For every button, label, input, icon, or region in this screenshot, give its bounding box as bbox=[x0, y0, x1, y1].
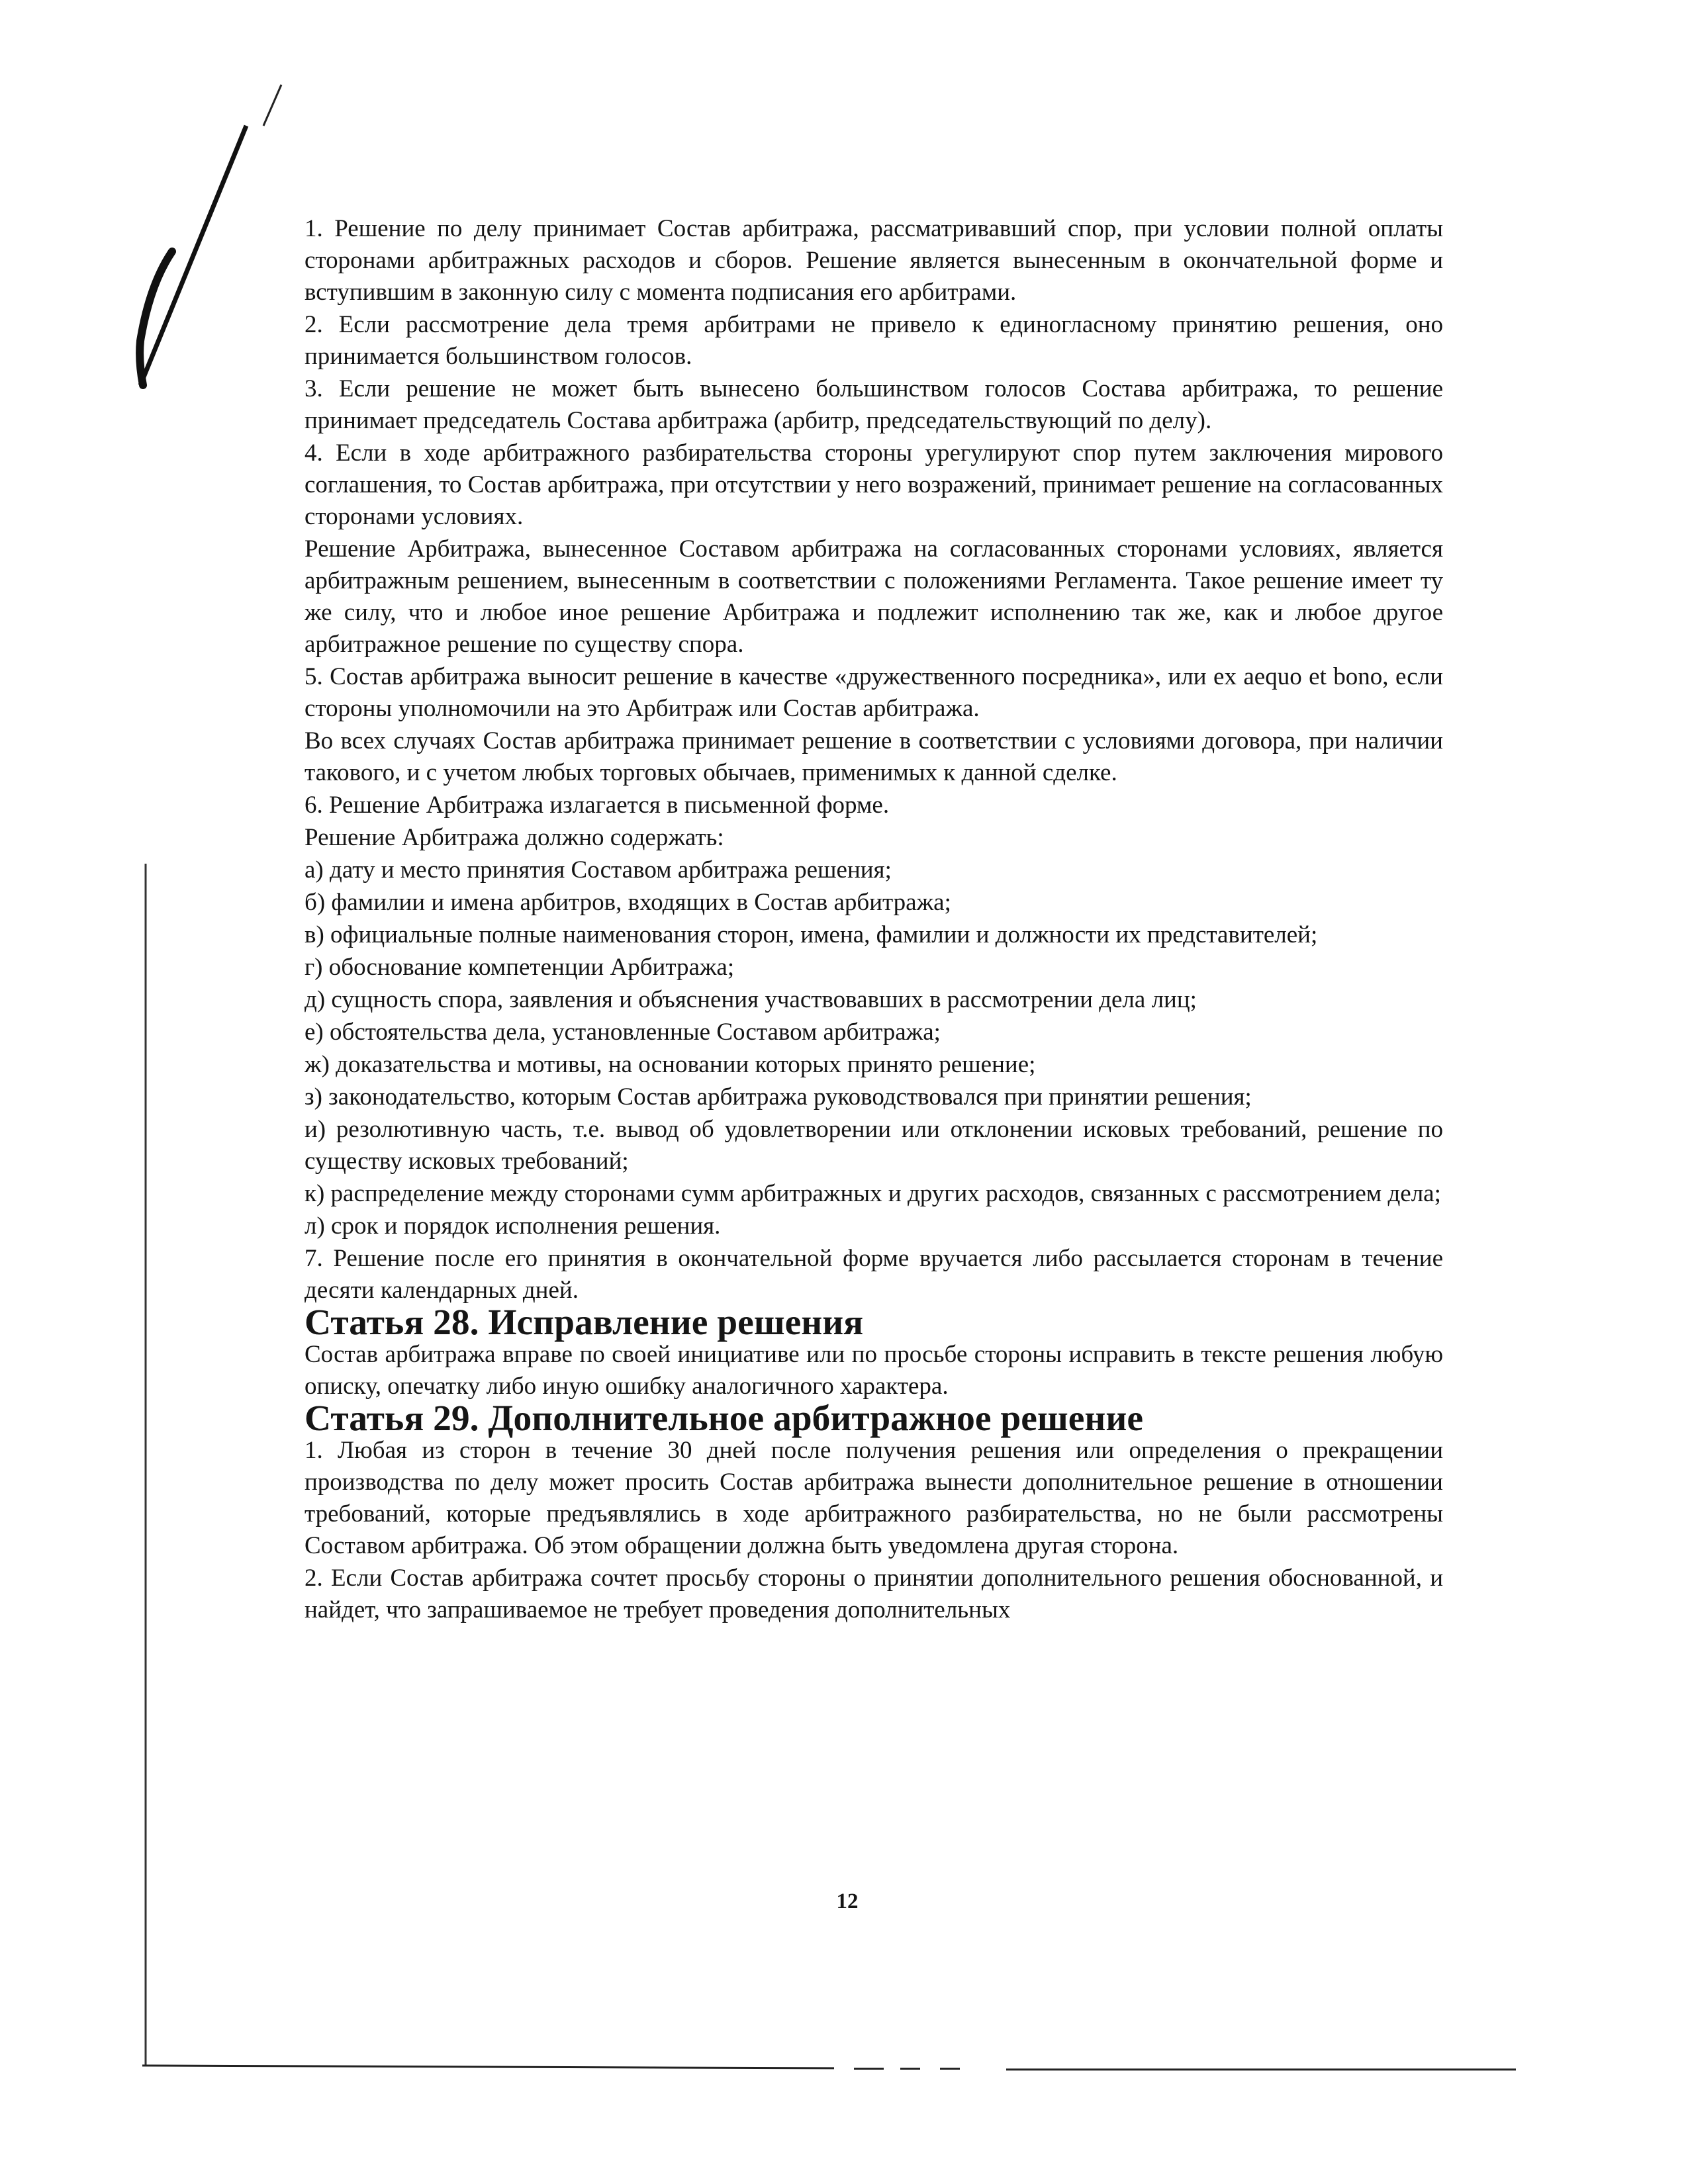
article-29-paragraph-2: 2. Если Состав арбитража сочтет просьбу стороны о принятии дополнительного решения обоснованной, и найдет, что запрашиваемое не требует проведения дополнительных bbox=[305, 1565, 1443, 1623]
paragraph-6: 6. Решение Арбитража излагается в письменной форме. bbox=[305, 792, 890, 819]
article-29-heading: Статья 29. Дополнительное арбитражное решение bbox=[305, 1398, 1143, 1439]
paragraph-5-continued: Во всех случаях Состав арбитража принимает решение в соответствии с условиями договора, при наличии такового, и с учетом любых торговых обычаев, применимых к данной сделке. bbox=[305, 727, 1443, 786]
article-28-heading: Статья 28. Исправление решения bbox=[305, 1302, 864, 1343]
list-item-z: з) законодательство, которым Состав арбитража руководствовался при принятии решения; bbox=[305, 1083, 1252, 1111]
paragraph-1: 1. Решение по делу принимает Состав арбитража, рассматривавший спор, при условии полной оплаты сторонами арбитражных расходов и сборов. Решение является вынесенным в окончательной форме и вступившим в законную силу с момента подписания его арбитрами. bbox=[305, 215, 1443, 306]
page-number: 12 bbox=[836, 1889, 859, 1913]
left-curved-stroke bbox=[140, 251, 172, 385]
bottom-scan-line bbox=[142, 2066, 1516, 2070]
document-body bbox=[305, 213, 1443, 1627]
paragraph-5: 5. Состав арбитража выносит решение в качестве «дружественного посредника», или ex aequo et bono, если стороны уполномочили на это Арбитраж или Состав арбитража. bbox=[305, 663, 1443, 722]
paragraph-4: 4. Если в ходе арбитражного разбирательства стороны урегулируют спор путем заключения мирового соглашения, то Состав арбитража, при отсутствии у него возражений, принимает решение на согласованных сторонами условиях. bbox=[305, 439, 1443, 530]
list-item-b: б) фамилии и имена арбитров, входящих в Состав арбитража; bbox=[305, 889, 951, 916]
list-item-d: д) сущность спора, заявления и объяснения участвовавших в рассмотрении дела лиц; bbox=[305, 986, 1197, 1013]
article-28-text: Состав арбитража вправе по своей инициативе или по просьбе стороны исправить в тексте решения любую описку, опечатку либо иную ошибку аналогичного характера. bbox=[305, 1341, 1443, 1400]
list-item-i: и) резолютивную часть, т.е. вывод об удовлетворении или отклонении исковых требований, решение по существу исковых требований; bbox=[305, 1116, 1443, 1175]
top-left-diagonal-mark bbox=[263, 85, 281, 126]
list-item-k: к) распределение между сторонами сумм арбитражных и других расходов, связанных с рассмотрением дела; bbox=[305, 1180, 1441, 1207]
paragraph-2: 2. Если рассмотрение дела тремя арбитрами не привело к единогласному принятию решения, оно принимается большинством голосов. bbox=[305, 311, 1443, 370]
paragraph-4-continued: Решение Арбитража, вынесенное Составом арбитража на согласованных сторонами условиях, является арбитражным решением, вынесенным в соответствии с положениями Регламента. Такое решение имеет ту же силу, что и любое иное решение Арбитража и подлежит исполнению так же, как и любое другое арбитражное решение по существу спора. bbox=[305, 535, 1443, 658]
list-item-l: л) срок и порядок исполнения решения. bbox=[305, 1212, 721, 1240]
list-item-v: в) официальные полные наименования сторон, имена, фамилии и должности их представителей; bbox=[305, 921, 1318, 948]
list-item-e: е) обстоятельства дела, установленные Составом арбитража; bbox=[305, 1019, 941, 1046]
paragraph-3: 3. Если решение не может быть вынесено большинством голосов Состава арбитража, то решение принимает председатель Состава арбитража (арбитр, председательствующий по делу). bbox=[305, 375, 1443, 434]
paragraph-7: 7. Решение после его принятия в окончательной форме вручается либо рассылается сторонам в течение десяти календарных дней. bbox=[305, 1245, 1443, 1304]
list-item-zh: ж) доказательства и мотивы, на основании которых принято решение; bbox=[305, 1051, 1036, 1078]
left-diagonal-stroke bbox=[140, 126, 246, 385]
paragraph-6-intro: Решение Арбитража должно содержать: bbox=[305, 824, 724, 851]
article-29-paragraph-1: 1. Любая из сторон в течение 30 дней после получения решения или определения о прекращении производства по делу может просить Состав арбитража вынести дополнительное решение в отношении требований, которые предъявлялись в ходе арбитражного разбирательства, но не были рассмотрены Составом арбитража. Об этом обращении должна быть уведомлена другая сторона. bbox=[305, 1437, 1443, 1559]
list-item-g: г) обоснование компетенции Арбитража; bbox=[305, 954, 735, 981]
list-item-a: а) дату и место принятия Составом арбитража решения; bbox=[305, 856, 892, 884]
